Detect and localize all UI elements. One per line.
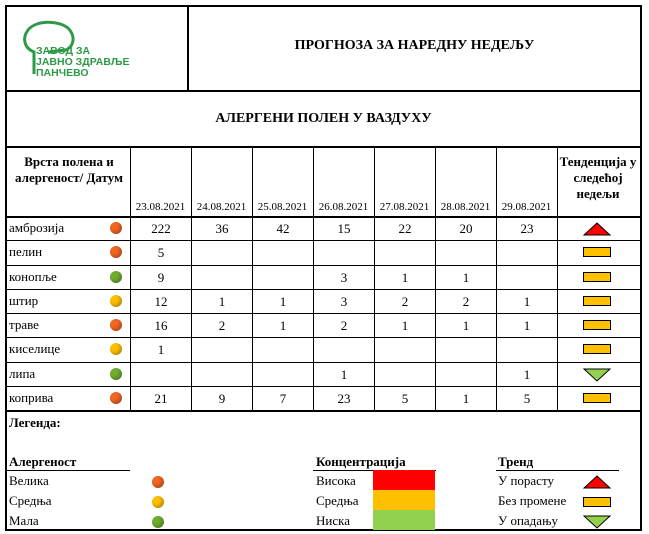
concentration-cell: 16 xyxy=(154,318,168,334)
logo-line-1: ЗАВОД ЗА xyxy=(36,45,91,57)
concentration-cell: 21 xyxy=(154,390,168,406)
concentration-cell: 2 xyxy=(462,293,470,309)
legend-allergenicity-label: Средња xyxy=(9,493,52,508)
trend-column-header: Тенденција у следећој недељи xyxy=(559,154,637,201)
trend-down-icon xyxy=(583,368,611,382)
concentration-cell xyxy=(497,267,557,289)
legend-concentration-swatch xyxy=(373,490,435,510)
pollen-name: киселице xyxy=(9,341,61,357)
allergenicity-dot-icon xyxy=(110,295,122,307)
concentration-cell xyxy=(375,339,435,361)
concentration-cell xyxy=(436,364,496,386)
no-change-trend-icon xyxy=(583,296,611,306)
pollen-name: коприва xyxy=(9,389,54,405)
legend-concentration-heading: Концентрација xyxy=(316,454,406,469)
legend-concentration-label: Висока xyxy=(316,473,356,488)
concentration-cell: 1 xyxy=(523,366,531,382)
legend-triangle-up-icon xyxy=(583,475,611,489)
date-header: 29.08.2021 xyxy=(501,201,552,213)
concentration-cell xyxy=(375,242,435,264)
concentration-cell xyxy=(192,267,252,289)
concentration-cell: 23 xyxy=(520,221,534,237)
concentration-cell: 2 xyxy=(340,318,348,334)
concentration-cell: 1 xyxy=(401,269,409,285)
concentration-cell: 1 xyxy=(462,390,470,406)
concentration-cell: 1 xyxy=(279,293,287,309)
concentration-cell: 5 xyxy=(523,390,531,406)
concentration-cell xyxy=(192,339,252,361)
concentration-cell: 5 xyxy=(157,245,165,261)
allergenicity-dot-icon xyxy=(110,222,122,234)
header-bottom-line xyxy=(5,90,642,92)
legend-concentration-swatch xyxy=(373,470,435,490)
no-change-trend-icon xyxy=(583,344,611,354)
concentration-cell: 20 xyxy=(459,221,473,237)
concentration-cell: 7 xyxy=(279,390,287,406)
pollen-name: липа xyxy=(9,365,36,381)
pollen-name: штир xyxy=(9,292,39,308)
concentration-cell: 2 xyxy=(218,318,226,334)
concentration-cell: 9 xyxy=(218,390,226,406)
concentration-cell xyxy=(192,242,252,264)
page-title: ПРОГНОЗА ЗА НАРЕДНУ НЕДЕЉУ xyxy=(294,38,535,53)
legend-trend-underline xyxy=(496,470,619,471)
concentration-cell: 1 xyxy=(279,318,287,334)
no-change-trend-icon xyxy=(583,247,611,257)
concentration-cell: 22 xyxy=(398,221,412,237)
concentration-cell: 42 xyxy=(276,221,290,237)
concentration-cell: 12 xyxy=(154,293,168,309)
legend-trend-heading: Тренд xyxy=(498,454,534,469)
date-header: 23.08.2021 xyxy=(135,201,186,213)
concentration-cell xyxy=(314,339,374,361)
logo-line-3: ПАНЧЕВО xyxy=(36,67,89,79)
logo xyxy=(18,16,183,86)
legend-allergenicity-underline xyxy=(7,470,130,471)
concentration-cell xyxy=(253,267,313,289)
legend-triangle-down-icon xyxy=(583,515,611,529)
legend-trend-label: У опадању xyxy=(498,513,558,528)
concentration-cell: 15 xyxy=(337,221,351,237)
concentration-cell: 9 xyxy=(157,269,165,285)
date-header: 26.08.2021 xyxy=(318,201,369,213)
frame-bottom xyxy=(5,529,642,531)
trend-up-icon xyxy=(583,222,611,236)
legend-allergenicity-label: Мала xyxy=(9,513,39,528)
allergenicity-dot-icon xyxy=(110,368,122,380)
concentration-cell: 1 xyxy=(401,318,409,334)
logo-line-2: ЈАВНО ЗДРАВЉЕ xyxy=(36,56,130,68)
concentration-cell: 2 xyxy=(401,293,409,309)
pollen-name: амброзија xyxy=(9,220,65,236)
concentration-cell xyxy=(436,339,496,361)
allergenicity-dot-icon xyxy=(110,319,122,331)
concentration-cell: 3 xyxy=(340,269,348,285)
legend-allergenicity-dot-icon xyxy=(152,476,164,488)
no-change-trend-icon xyxy=(583,393,611,403)
pollen-name: конопље xyxy=(9,268,57,284)
no-change-trend-icon xyxy=(583,272,611,282)
concentration-cell: 1 xyxy=(462,269,470,285)
date-header: 27.08.2021 xyxy=(379,201,430,213)
legend-allergenicity-dot-icon xyxy=(152,516,164,528)
legend-trend-label: У порасту xyxy=(498,473,554,488)
legend-allergenicity-label: Велика xyxy=(9,473,49,488)
concentration-cell xyxy=(314,242,374,264)
subtitle-bottom-line xyxy=(5,146,642,148)
page-subtitle: АЛЕРГЕНИ ПОЛЕН У ВАЗДУХУ xyxy=(215,111,432,126)
concentration-cell xyxy=(436,242,496,264)
frame-right xyxy=(640,5,642,531)
table-hline xyxy=(5,410,642,412)
concentration-cell xyxy=(375,364,435,386)
concentration-cell: 1 xyxy=(462,318,470,334)
concentration-cell: 1 xyxy=(157,342,165,358)
no-change-trend-icon xyxy=(583,320,611,330)
legend-concentration-label: Ниска xyxy=(316,513,351,528)
concentration-cell: 1 xyxy=(218,293,226,309)
pollen-name: пелин xyxy=(9,244,43,260)
concentration-cell xyxy=(253,242,313,264)
concentration-cell xyxy=(497,242,557,264)
date-header: 25.08.2021 xyxy=(257,201,308,213)
concentration-cell: 36 xyxy=(215,221,229,237)
concentration-cell xyxy=(192,364,252,386)
concentration-cell xyxy=(131,364,191,386)
allergenicity-dot-icon xyxy=(110,392,122,404)
concentration-cell: 1 xyxy=(523,293,531,309)
legend-trend-label: Без промене xyxy=(498,493,567,508)
concentration-cell xyxy=(253,339,313,361)
date-header: 28.08.2021 xyxy=(440,201,491,213)
legend-title: Легенда: xyxy=(9,415,61,430)
concentration-cell: 1 xyxy=(523,318,531,334)
concentration-cell: 23 xyxy=(337,390,351,406)
date-header: 24.08.2021 xyxy=(196,201,247,213)
species-column-header: Врста полена и алергеност/ Датум xyxy=(15,154,123,185)
table-vline xyxy=(557,146,558,410)
legend-bar-icon xyxy=(583,497,611,507)
pollen-name: траве xyxy=(9,317,39,333)
concentration-cell: 222 xyxy=(151,221,171,237)
allergenicity-dot-icon xyxy=(110,271,122,283)
concentration-cell xyxy=(253,364,313,386)
concentration-cell: 1 xyxy=(340,366,348,382)
legend-allergenicity-dot-icon xyxy=(152,496,164,508)
concentration-cell: 5 xyxy=(401,390,409,406)
legend-concentration-label: Средња xyxy=(316,493,359,508)
legend-allergenicity-heading: Алергеност xyxy=(9,454,77,469)
concentration-cell: 3 xyxy=(340,293,348,309)
legend-concentration-swatch xyxy=(373,510,435,530)
concentration-cell xyxy=(497,339,557,361)
frame-top xyxy=(5,5,642,7)
